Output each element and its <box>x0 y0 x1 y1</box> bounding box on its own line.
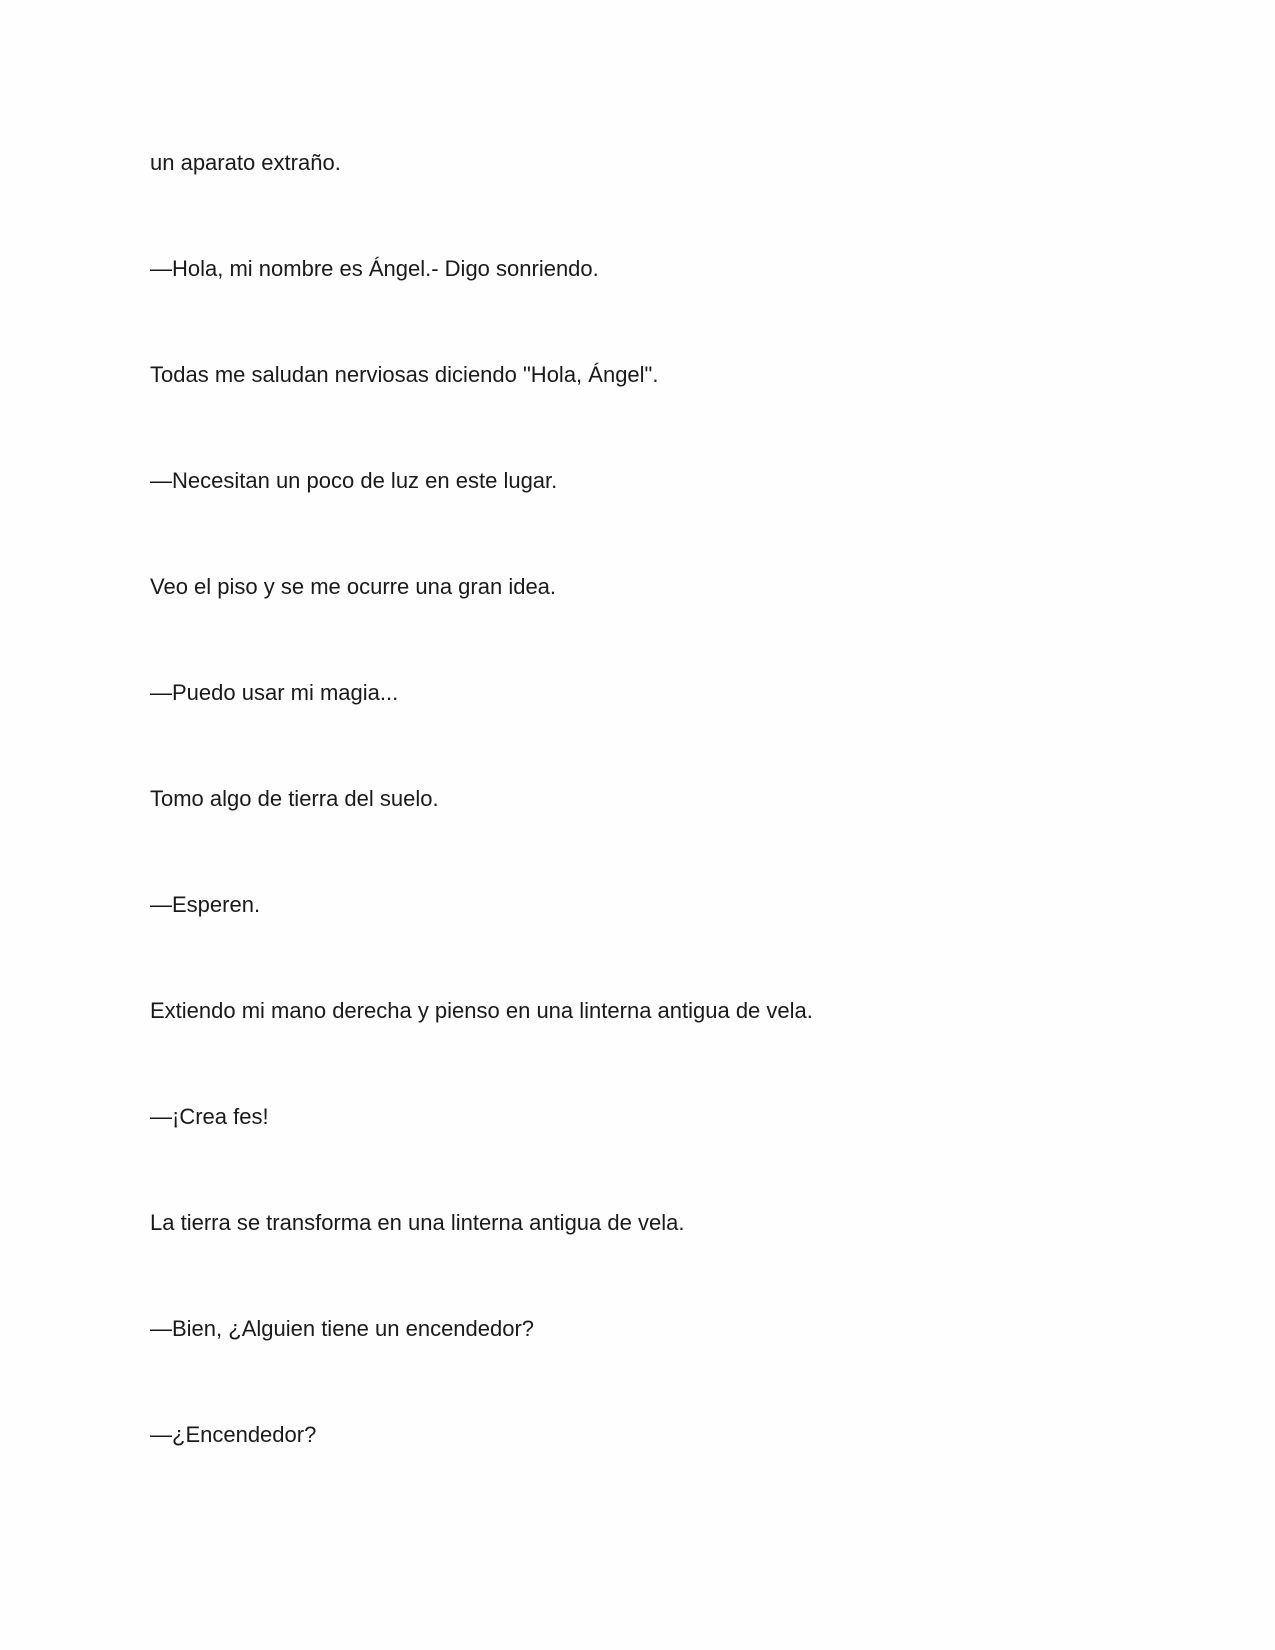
paragraph: Extiendo mi mano derecha y pienso en una linterna antigua de vela. <box>150 998 813 1023</box>
paragraph: La tierra se transforma en una linterna antigua de vela. <box>150 1210 685 1235</box>
paragraph: —Puedo usar mi magia... <box>150 680 399 705</box>
paragraph: —Esperen. <box>150 892 261 917</box>
paragraph: —¡Crea fes! <box>150 1104 269 1129</box>
paragraph: —Hola, mi nombre es Ángel.- Digo sonriendo. <box>150 256 599 281</box>
paragraph: Tomo algo de tierra del suelo. <box>150 786 439 811</box>
paragraph: —¿Encendedor? <box>150 1422 317 1447</box>
paragraph: Todas me saludan nerviosas diciendo "Hola, Ángel". <box>150 362 659 387</box>
paragraph: —Necesitan un poco de luz en este lugar. <box>150 468 558 493</box>
paragraph: Veo el piso y se me ocurre una gran idea. <box>150 574 557 599</box>
paragraph: —Bien, ¿Alguien tiene un encendedor? <box>150 1316 535 1341</box>
paragraph: un aparato extraño. <box>150 150 341 175</box>
